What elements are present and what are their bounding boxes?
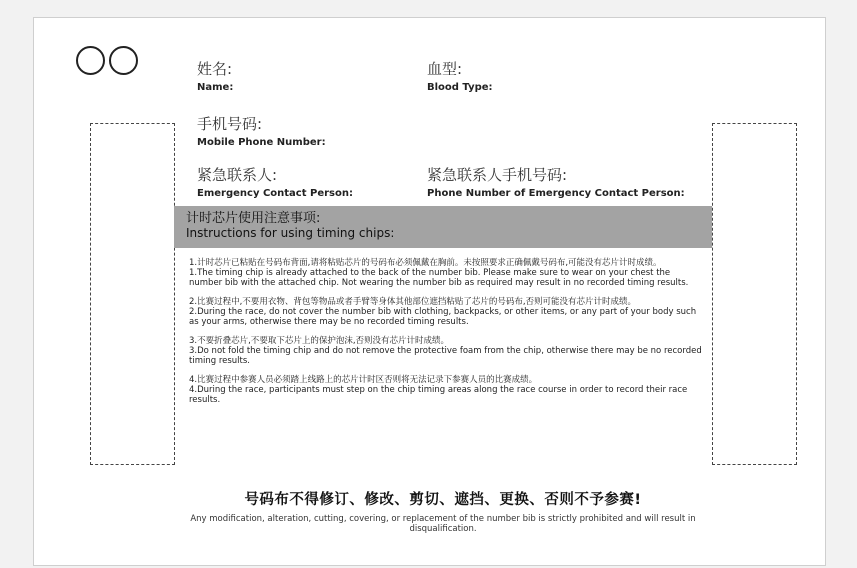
mobile-field: [197, 115, 326, 148]
instruction-text-en: 2.During the race, do not cover the number bib with clothing, backpacks, or other items, or any part of your body such as your arms, otherwise there may be no recorded timing results.: [189, 307, 697, 327]
instruction-text-zh: 4.比赛过程中参赛人员必须踏上线路上的芯片计时区否则将无法记录下参赛人员的比赛成绩。: [189, 375, 538, 385]
warning-text-en: Any modification, alteration, cutting, covering, or replacement of the number bib is strictly prohibited and will result in disqualification.: [190, 514, 696, 534]
emergency-contact-label-en: Emergency Contact Person:: [197, 188, 353, 199]
instructions-title-en: Instructions for using timing chips:: [186, 226, 395, 240]
instructions-title-zh: 计时芯片使用注意事项:: [186, 211, 321, 226]
instruction-text-en: 3.Do not fold the timing chip and do not remove the protective foam from the chip, otherwise there may be no recorded timing results.: [189, 346, 702, 366]
blood-type-field: [427, 60, 493, 93]
emergency-phone-label-en: Phone Number of Emergency Contact Person:: [427, 188, 685, 199]
blood-type-label-zh: 血型:: [427, 60, 463, 78]
instruction-item: [189, 336, 706, 366]
name-field: [197, 60, 233, 93]
instruction-text-zh: 1.计时芯片已粘贴在号码布背面,请将粘贴芯片的号码布必须佩戴在胸前。未按照要求正确佩戴号码布,可能没有芯片计时成绩。: [189, 258, 662, 268]
left-cut-area: [90, 123, 175, 465]
mobile-label-zh: 手机号码:: [197, 115, 263, 133]
punch-hole-icon: [76, 46, 105, 75]
warning-text-zh: 号码布不得修订、修改、剪切、遮挡、更换、否则不予参赛!: [244, 492, 642, 508]
emergency-contact-field: [197, 166, 353, 199]
punch-holes: [76, 46, 138, 75]
instruction-item: [189, 258, 706, 288]
instructions-header: [174, 206, 712, 248]
instruction-item: [189, 375, 706, 405]
emergency-contact-label-zh: 紧急联系人:: [197, 166, 278, 184]
mobile-label-en: Mobile Phone Number:: [197, 137, 326, 148]
instructions-list: [189, 258, 706, 414]
name-label-zh: 姓名:: [197, 60, 233, 78]
punch-hole-icon: [109, 46, 138, 75]
right-cut-area: [712, 123, 797, 465]
emergency-phone-field: [427, 166, 685, 199]
instruction-text-zh: 3.不要折叠芯片,不要取下芯片上的保护泡沫,否则没有芯片计时成绩。: [189, 336, 450, 346]
blood-type-label-en: Blood Type:: [427, 82, 493, 93]
disqualification-warning: [174, 488, 712, 534]
bib-card: [33, 17, 826, 566]
instruction-text-zh: 2.比赛过程中,不要用衣物、背包等物品或者手臂等身体其他部位遮挡粘贴了芯片的号码布,否则可能没有芯片计时成绩。: [189, 297, 637, 307]
instruction-item: [189, 297, 706, 327]
instruction-text-en: 1.The timing chip is already attached to the back of the number bib. Please make sure to wear on your chest the number bib with the attached chip. Not wearing the number bib as required may result in no recorded timing results.: [189, 268, 689, 288]
emergency-phone-label-zh: 紧急联系人手机号码:: [427, 166, 568, 184]
name-label-en: Name:: [197, 82, 234, 93]
instruction-text-en: 4.During the race, participants must step on the chip timing areas along the race course in order to record their race results.: [189, 385, 688, 405]
